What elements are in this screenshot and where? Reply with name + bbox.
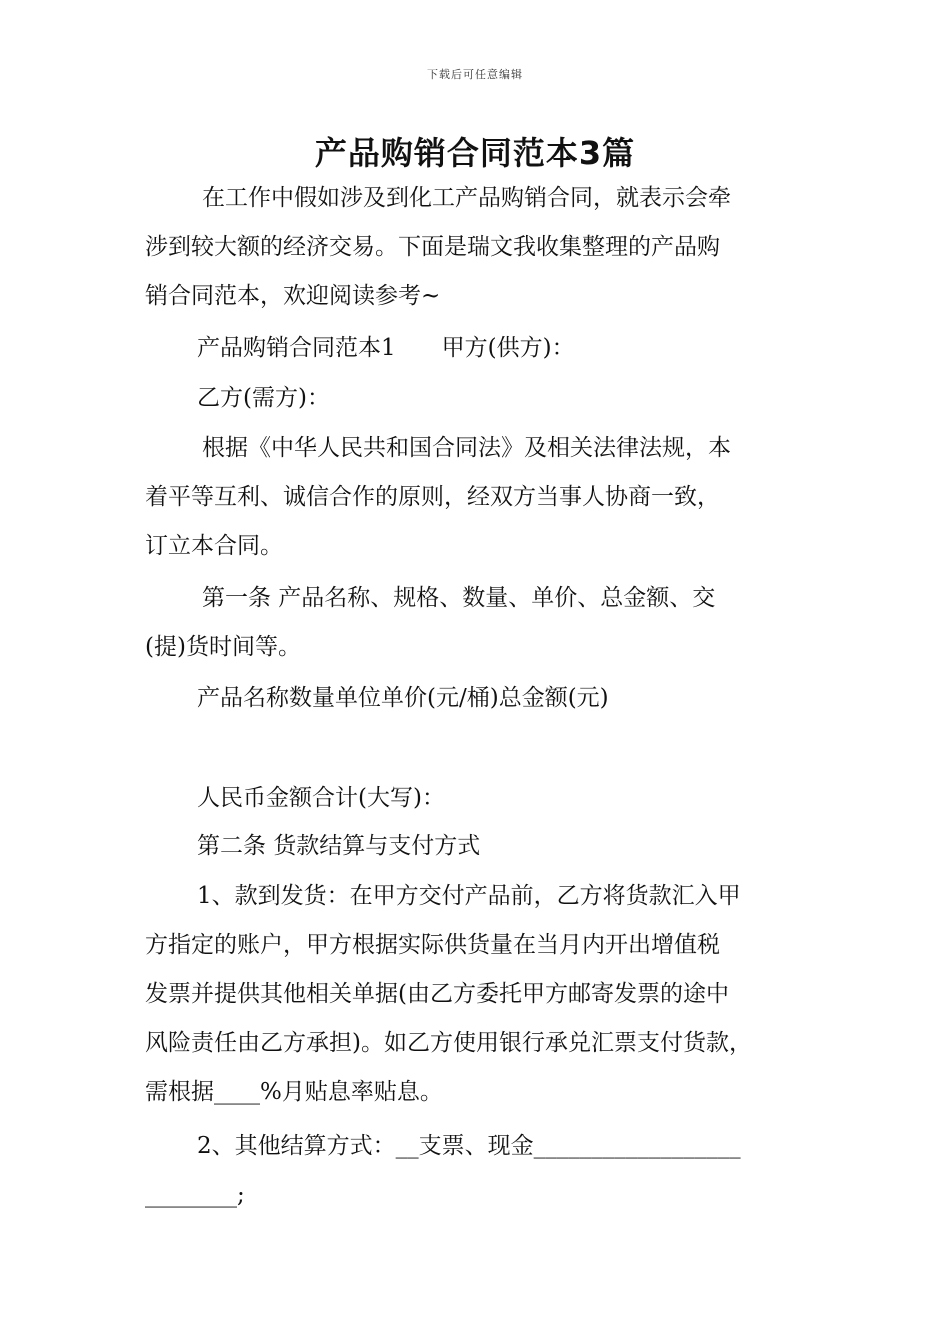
rmb-total-text: 人民币金额合计(大写)： [197,785,445,811]
document-title: 产品购销合同范本3篇 [314,134,636,172]
party-b-line [145,374,835,423]
sample1-heading [145,324,835,373]
basis-paragraph [145,424,835,571]
item1-paragraph [145,872,835,1117]
item1-line-4: 风险责任由乙方承担)。如乙方使用银行承兑汇票支付货款， [145,1030,752,1056]
item2-paragraph [145,1122,835,1220]
item2-line-2: ________; [145,1182,245,1208]
article1-line-2: (提)货时间等。 [145,634,301,660]
intro-line-3: 销合同范本，欢迎阅读参考~ [145,283,441,309]
article1-line-1: 第一条 产品名称、规格、数量、单价、总金额、交 [202,585,716,611]
item1-line-5: 需根据____%月贴息率贴息。 [145,1079,443,1105]
item2-line-1: 2、其他结算方式：__支票、现金__________________ [197,1133,741,1159]
table-header-line [145,674,835,723]
basis-line-3: 订立本合同。 [145,533,283,559]
table-header-text: 产品名称数量单位单价(元/桶)总金额(元) [197,685,609,711]
basis-line-2: 着平等互利、诚信合作的原则，经双方当事人协商一致， [145,484,720,510]
intro-line-2: 涉到较大额的经济交易。下面是瑞文我收集整理的产品购 [145,234,720,260]
item1-line-3: 发票并提供其他相关单据(由乙方委托甲方邮寄发票的途中 [145,981,729,1007]
rmb-total-line [145,774,835,823]
basis-line-1: 根据《中华人民共和国合同法》及相关法律法规，本 [202,435,731,461]
header-note: 下载后可任意编辑 [427,68,523,81]
party-b-text: 乙方(需方)： [197,385,330,411]
intro-paragraph [145,174,835,321]
article1-paragraph [145,574,835,672]
item1-line-1: 1、款到发货：在甲方交付产品前，乙方将货款汇入甲 [197,883,741,909]
item1-line-2: 方指定的账户，甲方根据实际供货量在当月内开出增值税 [145,932,720,958]
article2-text: 第二条 货款结算与支付方式 [197,833,481,859]
sample1-heading-text: 产品购销合同范本1 甲方(供方)： [197,335,575,361]
article2-heading [145,822,835,871]
intro-line-1: 在工作中假如涉及到化工产品购销合同，就表示会牵 [202,185,731,211]
